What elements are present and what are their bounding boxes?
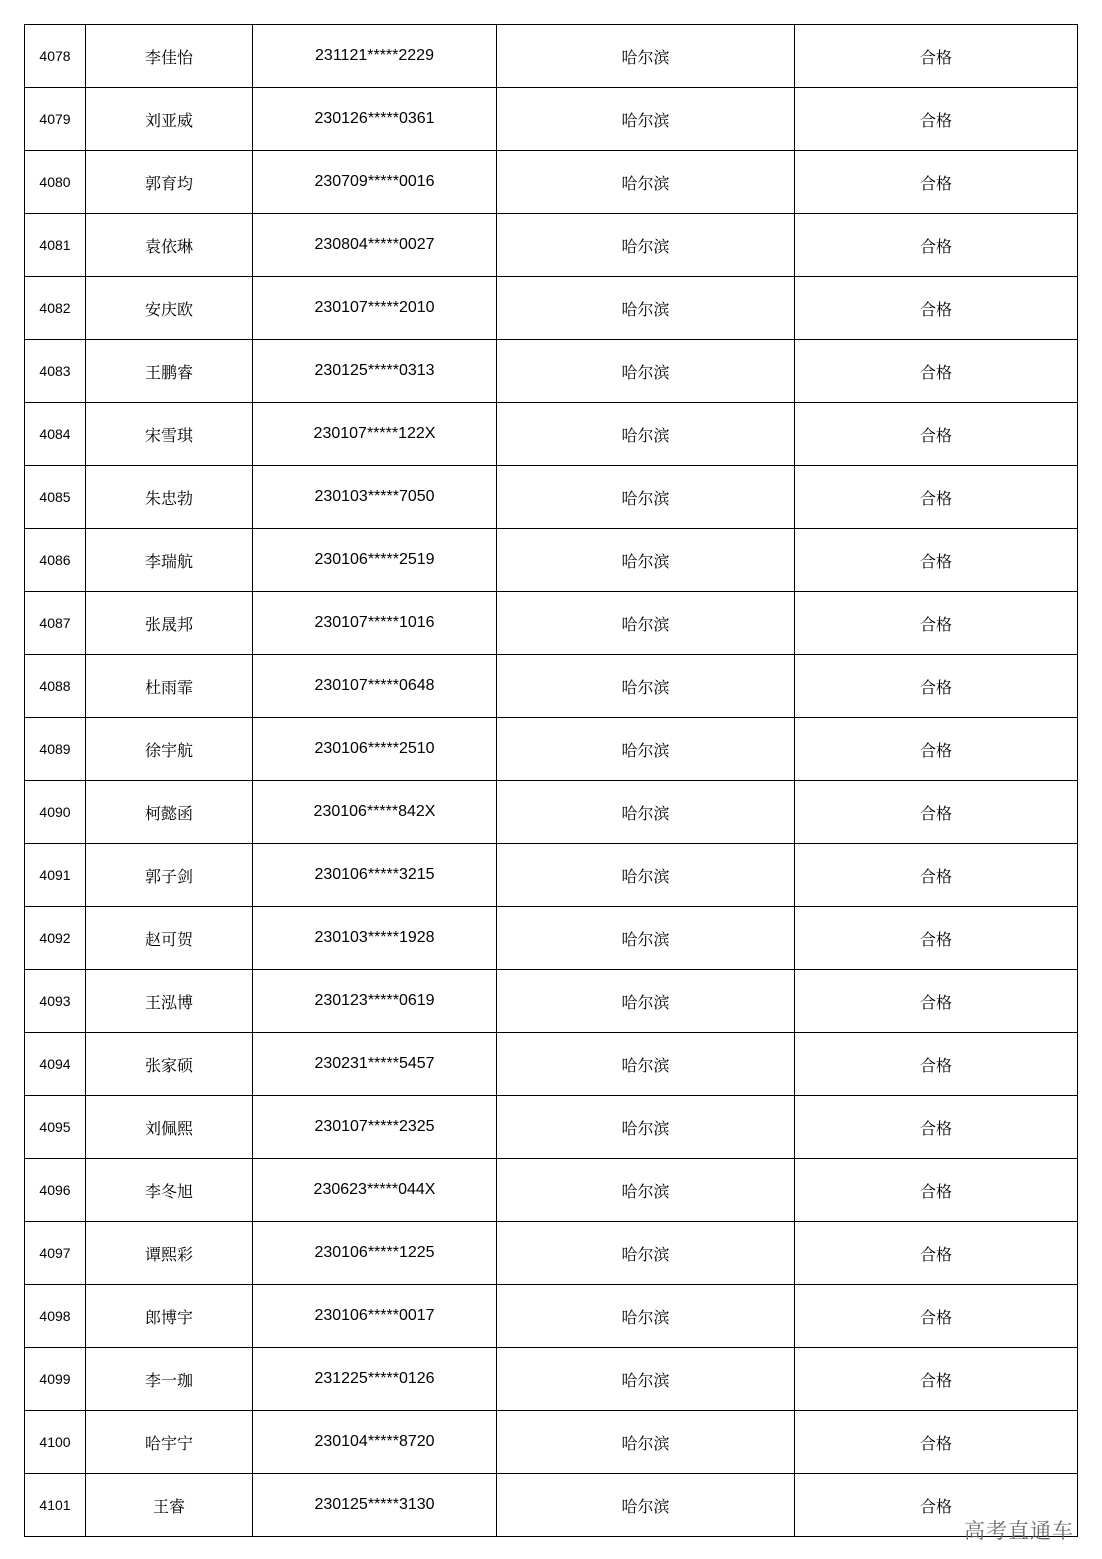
cell-name: 郭子剑 — [86, 844, 253, 907]
cell-number: 4088 — [25, 655, 86, 718]
cell-number: 4083 — [25, 340, 86, 403]
cell-city: 哈尔滨 — [497, 1348, 795, 1411]
cell-id-number: 231121*****2229 — [253, 25, 497, 88]
cell-result: 合格 — [795, 1411, 1078, 1474]
cell-id-number: 230107*****2010 — [253, 277, 497, 340]
watermark-text: 高考直通车 — [964, 1519, 1074, 1543]
cell-result: 合格 — [795, 466, 1078, 529]
cell-number: 4099 — [25, 1348, 86, 1411]
cell-result: 合格 — [795, 151, 1078, 214]
cell-result: 合格 — [795, 1222, 1078, 1285]
cell-id-number: 230126*****0361 — [253, 88, 497, 151]
cell-city: 哈尔滨 — [497, 781, 795, 844]
cell-number: 4078 — [25, 25, 86, 88]
cell-name: 刘佩熙 — [86, 1096, 253, 1159]
cell-name: 郎博宇 — [86, 1285, 253, 1348]
cell-number: 4080 — [25, 151, 86, 214]
cell-name: 李冬旭 — [86, 1159, 253, 1222]
cell-result: 合格 — [795, 1348, 1078, 1411]
cell-result: 合格 — [795, 592, 1078, 655]
cell-name: 袁依琳 — [86, 214, 253, 277]
cell-result: 合格 — [795, 403, 1078, 466]
cell-city: 哈尔滨 — [497, 1033, 795, 1096]
cell-city: 哈尔滨 — [497, 718, 795, 781]
table-row — [25, 907, 1078, 970]
table-row — [25, 1474, 1078, 1537]
cell-result: 合格 — [795, 1474, 1078, 1537]
table-row — [25, 655, 1078, 718]
cell-id-number: 230125*****3130 — [253, 1474, 497, 1537]
cell-id-number: 230103*****7050 — [253, 466, 497, 529]
cell-city: 哈尔滨 — [497, 1096, 795, 1159]
cell-id-number: 230107*****2325 — [253, 1096, 497, 1159]
cell-id-number: 230123*****0619 — [253, 970, 497, 1033]
cell-name: 朱忠勃 — [86, 466, 253, 529]
cell-id-number: 230804*****0027 — [253, 214, 497, 277]
cell-name: 徐宇航 — [86, 718, 253, 781]
cell-number: 4079 — [25, 88, 86, 151]
table-row — [25, 88, 1078, 151]
cell-id-number: 230107*****122X — [253, 403, 497, 466]
cell-result: 合格 — [795, 1033, 1078, 1096]
cell-city: 哈尔滨 — [497, 214, 795, 277]
cell-number: 4097 — [25, 1222, 86, 1285]
cell-city: 哈尔滨 — [497, 529, 795, 592]
table-row — [25, 25, 1078, 88]
cell-id-number: 230231*****5457 — [253, 1033, 497, 1096]
table-row — [25, 403, 1078, 466]
cell-name: 李瑞航 — [86, 529, 253, 592]
cell-id-number: 231225*****0126 — [253, 1348, 497, 1411]
cell-name: 柯懿函 — [86, 781, 253, 844]
cell-number: 4098 — [25, 1285, 86, 1348]
cell-number: 4095 — [25, 1096, 86, 1159]
table-row — [25, 529, 1078, 592]
table-row — [25, 1348, 1078, 1411]
table-row — [25, 151, 1078, 214]
cell-name: 谭熙彩 — [86, 1222, 253, 1285]
cell-number: 4089 — [25, 718, 86, 781]
cell-name: 刘亚威 — [86, 88, 253, 151]
cell-result: 合格 — [795, 25, 1078, 88]
cell-number: 4091 — [25, 844, 86, 907]
cell-id-number: 230106*****842X — [253, 781, 497, 844]
cell-number: 4094 — [25, 1033, 86, 1096]
table-row — [25, 1285, 1078, 1348]
cell-id-number: 230125*****0313 — [253, 340, 497, 403]
cell-city: 哈尔滨 — [497, 592, 795, 655]
cell-name: 赵可贺 — [86, 907, 253, 970]
cell-city: 哈尔滨 — [497, 1474, 795, 1537]
cell-number: 4101 — [25, 1474, 86, 1537]
cell-number: 4081 — [25, 214, 86, 277]
cell-result: 合格 — [795, 214, 1078, 277]
cell-city: 哈尔滨 — [497, 655, 795, 718]
roster-table — [24, 24, 1078, 1537]
cell-city: 哈尔滨 — [497, 1222, 795, 1285]
cell-city: 哈尔滨 — [497, 340, 795, 403]
cell-id-number: 230107*****0648 — [253, 655, 497, 718]
table-row — [25, 970, 1078, 1033]
cell-name: 王睿 — [86, 1474, 253, 1537]
cell-name: 张晟邦 — [86, 592, 253, 655]
cell-id-number: 230623*****044X — [253, 1159, 497, 1222]
cell-number: 4100 — [25, 1411, 86, 1474]
table-row — [25, 1033, 1078, 1096]
cell-city: 哈尔滨 — [497, 403, 795, 466]
cell-result: 合格 — [795, 277, 1078, 340]
table-row — [25, 844, 1078, 907]
cell-city: 哈尔滨 — [497, 277, 795, 340]
table-row — [25, 1159, 1078, 1222]
cell-result: 合格 — [795, 844, 1078, 907]
table-row — [25, 1411, 1078, 1474]
table-row — [25, 340, 1078, 403]
cell-city: 哈尔滨 — [497, 1411, 795, 1474]
cell-result: 合格 — [795, 718, 1078, 781]
cell-number: 4082 — [25, 277, 86, 340]
cell-result: 合格 — [795, 1285, 1078, 1348]
cell-city: 哈尔滨 — [497, 466, 795, 529]
cell-name: 张家硕 — [86, 1033, 253, 1096]
cell-id-number: 230104*****8720 — [253, 1411, 497, 1474]
table-row — [25, 1096, 1078, 1159]
cell-id-number: 230709*****0016 — [253, 151, 497, 214]
table-row — [25, 718, 1078, 781]
cell-number: 4084 — [25, 403, 86, 466]
cell-number: 4093 — [25, 970, 86, 1033]
cell-name: 宋雪琪 — [86, 403, 253, 466]
cell-number: 4087 — [25, 592, 86, 655]
cell-id-number: 230106*****1225 — [253, 1222, 497, 1285]
cell-id-number: 230106*****3215 — [253, 844, 497, 907]
cell-city: 哈尔滨 — [497, 970, 795, 1033]
cell-number: 4090 — [25, 781, 86, 844]
cell-city: 哈尔滨 — [497, 1285, 795, 1348]
table-row — [25, 466, 1078, 529]
cell-result: 合格 — [795, 781, 1078, 844]
table-row — [25, 1222, 1078, 1285]
cell-name: 杜雨霏 — [86, 655, 253, 718]
cell-name: 李佳怡 — [86, 25, 253, 88]
table-row — [25, 592, 1078, 655]
cell-number: 4085 — [25, 466, 86, 529]
cell-number: 4086 — [25, 529, 86, 592]
cell-id-number: 230107*****1016 — [253, 592, 497, 655]
cell-city: 哈尔滨 — [497, 1159, 795, 1222]
cell-result: 合格 — [795, 907, 1078, 970]
roster-table-body — [25, 25, 1078, 1537]
cell-result: 合格 — [795, 1159, 1078, 1222]
cell-result: 合格 — [795, 340, 1078, 403]
cell-id-number: 230106*****2519 — [253, 529, 497, 592]
cell-result: 合格 — [795, 88, 1078, 151]
cell-city: 哈尔滨 — [497, 907, 795, 970]
cell-result: 合格 — [795, 970, 1078, 1033]
cell-name: 王鹏睿 — [86, 340, 253, 403]
cell-city: 哈尔滨 — [497, 844, 795, 907]
cell-city: 哈尔滨 — [497, 25, 795, 88]
cell-name: 王泓博 — [86, 970, 253, 1033]
cell-id-number: 230106*****0017 — [253, 1285, 497, 1348]
cell-name: 安庆欧 — [86, 277, 253, 340]
cell-id-number: 230106*****2510 — [253, 718, 497, 781]
cell-number: 4096 — [25, 1159, 86, 1222]
cell-name: 李一珈 — [86, 1348, 253, 1411]
cell-city: 哈尔滨 — [497, 88, 795, 151]
cell-result: 合格 — [795, 1096, 1078, 1159]
cell-number: 4092 — [25, 907, 86, 970]
table-row — [25, 277, 1078, 340]
cell-result: 合格 — [795, 655, 1078, 718]
cell-result: 合格 — [795, 529, 1078, 592]
table-row — [25, 781, 1078, 844]
cell-name: 哈宇宁 — [86, 1411, 253, 1474]
cell-city: 哈尔滨 — [497, 151, 795, 214]
cell-name: 郭育均 — [86, 151, 253, 214]
cell-id-number: 230103*****1928 — [253, 907, 497, 970]
table-row — [25, 214, 1078, 277]
